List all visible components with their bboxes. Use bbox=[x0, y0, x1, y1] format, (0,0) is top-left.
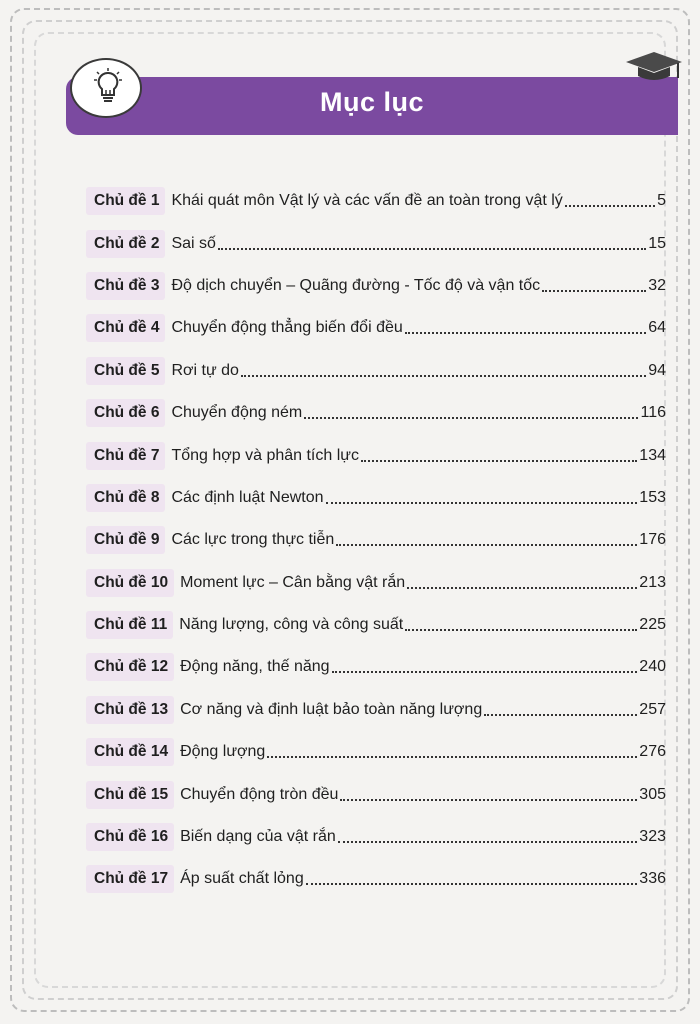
topic-label: Chủ đề 4 bbox=[86, 314, 165, 342]
topic-label: Chủ đề 17 bbox=[86, 865, 174, 893]
toc-entry[interactable] bbox=[86, 562, 666, 604]
topic-title: Năng lượng, công và công suất bbox=[179, 616, 404, 634]
toc-entry[interactable] bbox=[86, 858, 666, 900]
topic-label: Chủ đề 7 bbox=[86, 442, 165, 470]
topic-label: Chủ đề 14 bbox=[86, 738, 174, 766]
toc-entry[interactable] bbox=[86, 350, 666, 392]
graduation-cap-icon bbox=[624, 50, 684, 89]
dot-leader bbox=[267, 756, 637, 758]
page-number: 213 bbox=[639, 573, 666, 591]
topic-label: Chủ đề 9 bbox=[86, 526, 165, 554]
topic-title: Tổng hợp và phân tích lực bbox=[171, 446, 359, 464]
page-number: 5 bbox=[657, 192, 666, 210]
topic-title: Chuyển động tròn đều bbox=[180, 785, 339, 803]
toc-entry[interactable] bbox=[86, 477, 666, 519]
topic-label: Chủ đề 12 bbox=[86, 653, 174, 681]
page-number: 225 bbox=[639, 616, 666, 634]
topic-title: Động năng, thế năng bbox=[180, 658, 330, 676]
dot-leader bbox=[542, 290, 646, 292]
topic-title: Sai số bbox=[171, 234, 216, 252]
toc-entry[interactable] bbox=[86, 392, 666, 434]
topic-title: Moment lực – Cân bằng vật rắn bbox=[180, 573, 406, 591]
toc-entry[interactable] bbox=[86, 519, 666, 561]
page-title: Mục lục bbox=[319, 87, 424, 117]
header-bar bbox=[66, 77, 678, 135]
dot-leader bbox=[565, 205, 655, 207]
topic-title: Biến dạng của vật rắn bbox=[180, 828, 336, 846]
topic-label: Chủ đề 13 bbox=[86, 696, 174, 724]
page-number: 153 bbox=[639, 488, 666, 506]
topic-title: Động lượng bbox=[180, 743, 266, 761]
dot-leader bbox=[405, 629, 637, 631]
page-number: 323 bbox=[639, 828, 666, 846]
topic-label: Chủ đề 8 bbox=[86, 484, 165, 512]
topic-title: Cơ năng và định luật bảo toàn năng lượng bbox=[180, 700, 483, 718]
dot-leader bbox=[361, 460, 637, 462]
page-number: 116 bbox=[640, 404, 666, 422]
toc-entry[interactable] bbox=[86, 265, 666, 307]
topic-label: Chủ đề 15 bbox=[86, 781, 174, 809]
dot-leader bbox=[484, 714, 637, 716]
topic-label: Chủ đề 2 bbox=[86, 230, 165, 258]
table-of-contents bbox=[86, 180, 666, 901]
toc-entry[interactable] bbox=[86, 604, 666, 646]
dot-leader bbox=[218, 248, 646, 250]
page-number: 176 bbox=[639, 531, 666, 549]
dot-leader bbox=[407, 587, 637, 589]
toc-entry[interactable] bbox=[86, 773, 666, 815]
toc-entry[interactable] bbox=[86, 180, 666, 222]
dot-leader bbox=[326, 502, 638, 504]
topic-title: Chuyển động thẳng biến đổi đều bbox=[171, 319, 403, 337]
dot-leader bbox=[241, 375, 646, 377]
dot-leader bbox=[338, 841, 638, 843]
topic-title: Độ dịch chuyển – Quãng đường - Tốc độ và vận tốc bbox=[171, 276, 541, 294]
dot-leader bbox=[306, 883, 638, 885]
topic-label: Chủ đề 10 bbox=[86, 569, 174, 597]
toc-entry[interactable] bbox=[86, 646, 666, 688]
dot-leader bbox=[304, 417, 638, 419]
topic-label: Chủ đề 16 bbox=[86, 823, 174, 851]
dot-leader bbox=[332, 671, 638, 673]
toc-entry[interactable] bbox=[86, 307, 666, 349]
dot-leader bbox=[336, 544, 637, 546]
page-number: 240 bbox=[639, 658, 666, 676]
topic-label: Chủ đề 1 bbox=[86, 187, 165, 215]
page-number: 64 bbox=[648, 319, 666, 337]
toc-entry[interactable] bbox=[86, 816, 666, 858]
topic-label: Chủ đề 11 bbox=[86, 611, 173, 639]
topic-title: Áp suất chất lỏng bbox=[180, 870, 304, 888]
topic-label: Chủ đề 6 bbox=[86, 399, 165, 427]
page-number: 276 bbox=[639, 743, 666, 761]
toc-entry[interactable] bbox=[86, 434, 666, 476]
topic-title: Chuyển động ném bbox=[171, 404, 303, 422]
page-number: 32 bbox=[648, 276, 666, 294]
topic-title: Rơi tự do bbox=[171, 361, 239, 379]
page-number: 257 bbox=[639, 700, 666, 718]
toc-entry[interactable] bbox=[86, 689, 666, 731]
lightbulb-icon bbox=[70, 58, 142, 118]
dot-leader bbox=[405, 332, 646, 334]
topic-label: Chủ đề 3 bbox=[86, 272, 165, 300]
toc-entry[interactable] bbox=[86, 222, 666, 264]
topic-title: Các định luật Newton bbox=[171, 488, 324, 506]
toc-entry[interactable] bbox=[86, 731, 666, 773]
topic-title: Khái quát môn Vật lý và các vấn đề an toàn trong vật lý bbox=[171, 192, 563, 210]
dot-leader bbox=[340, 799, 637, 801]
page-number: 94 bbox=[648, 361, 666, 379]
page-number: 134 bbox=[639, 446, 666, 464]
page-number: 336 bbox=[639, 870, 666, 888]
page-number: 15 bbox=[648, 234, 666, 252]
page-number: 305 bbox=[639, 785, 666, 803]
topic-label: Chủ đề 5 bbox=[86, 357, 165, 385]
topic-title: Các lực trong thực tiễn bbox=[171, 531, 335, 549]
